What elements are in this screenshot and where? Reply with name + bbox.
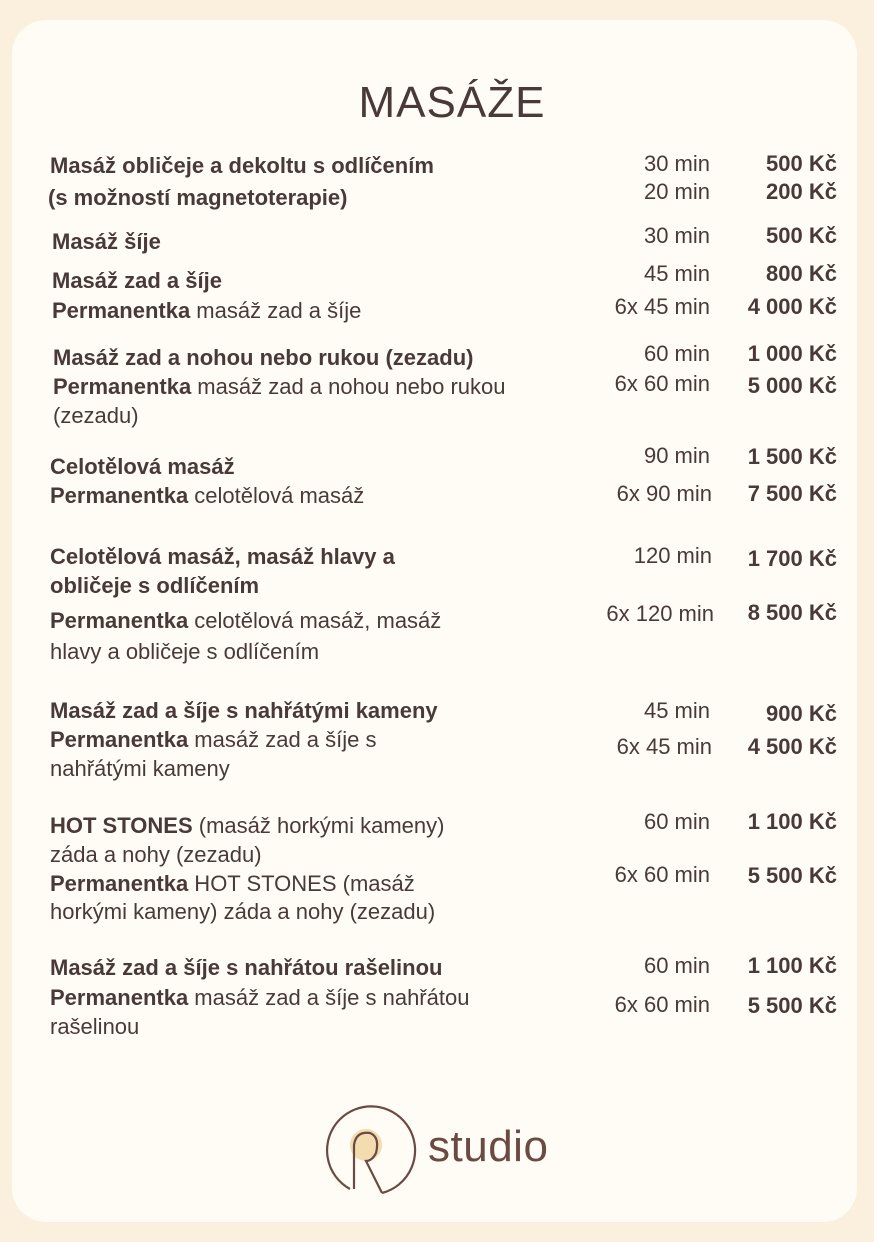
studio-logo bbox=[322, 1105, 422, 1197]
permanentka-text-line2: rašelinou bbox=[50, 1014, 140, 1039]
item-price: 1 700 Kč bbox=[747, 546, 837, 571]
page-title: MASÁŽE bbox=[358, 78, 546, 127]
permanentka-line bbox=[53, 373, 506, 401]
permanentka-line bbox=[50, 984, 469, 1012]
item-duration: 45 min bbox=[643, 261, 710, 286]
item-name: Masáž zad a šíje s nahřátou rašelinou bbox=[50, 955, 443, 980]
item-duration: 6x 60 min bbox=[614, 862, 710, 887]
permanentka-label: Permanentka bbox=[50, 871, 189, 896]
item-name-bold: HOT STONES bbox=[50, 813, 193, 838]
item-price: 5 500 Kč bbox=[747, 863, 837, 888]
permanentka-text: celotělová masáž, masáž bbox=[188, 608, 442, 633]
permanentka-text: masáž zad a šíje s bbox=[188, 727, 377, 752]
permanentka-label: Permanentka bbox=[52, 298, 191, 323]
item-price: 200 Kč bbox=[766, 179, 837, 204]
item-price: 900 Kč bbox=[766, 701, 837, 726]
item-name: Masáž zad a šíje s nahřátými kameny bbox=[50, 698, 438, 723]
item-duration: 20 min bbox=[643, 179, 710, 204]
permanentka-label: Permanentka bbox=[50, 727, 189, 752]
item-duration: 30 min bbox=[643, 151, 710, 176]
item-name: Masáž obličeje a dekoltu s odlíčením bbox=[50, 153, 434, 178]
item-name-line2: obličeje s odlíčením bbox=[50, 573, 260, 598]
item-price: 5 500 Kč bbox=[747, 993, 837, 1018]
permanentka-line bbox=[50, 870, 415, 898]
item-price: 1 000 Kč bbox=[747, 341, 837, 366]
item-name-rest: (masáž horkými kameny) bbox=[192, 813, 445, 838]
permanentka-line bbox=[50, 726, 377, 754]
item-price: 4 000 Kč bbox=[747, 294, 837, 319]
item-price: 1 100 Kč bbox=[747, 809, 837, 834]
permanentka-text: masáž zad a šíje bbox=[190, 298, 362, 323]
item-duration: 6x 90 min bbox=[616, 481, 712, 506]
item-duration: 6x 120 min bbox=[606, 601, 714, 626]
permanentka-text-line2: hlavy a obličeje s odlíčením bbox=[50, 639, 320, 664]
permanentka-text-line2: (zezadu) bbox=[53, 403, 139, 428]
item-name: Masáž šíje bbox=[52, 229, 161, 254]
item-name: Celotělová masáž, masáž hlavy a bbox=[50, 544, 395, 569]
item-duration: 6x 45 min bbox=[614, 294, 710, 319]
item-price: 500 Kč bbox=[766, 151, 837, 176]
item-name-line2: záda a nohy (zezadu) bbox=[50, 842, 262, 867]
permanentka-text: masáž zad a nohou nebo rukou bbox=[191, 374, 506, 399]
permanentka-label: Permanentka bbox=[50, 985, 189, 1010]
item-price: 8 500 Kč bbox=[747, 600, 837, 625]
item-duration: 6x 45 min bbox=[616, 734, 712, 759]
permanentka-text-line2: horkými kameny) záda a nohy (zezadu) bbox=[50, 899, 436, 924]
item-name: Celotělová masáž bbox=[50, 454, 235, 479]
permanentka-text: celotělová masáž bbox=[188, 483, 365, 508]
item-price: 5 000 Kč bbox=[747, 373, 837, 398]
permanentka-line bbox=[50, 607, 441, 635]
permanentka-text: HOT STONES (masáž bbox=[188, 871, 415, 896]
item-price: 800 Kč bbox=[766, 261, 837, 286]
permanentka-label: Permanentka bbox=[53, 374, 192, 399]
brand-name: studio bbox=[428, 1122, 549, 1171]
permanentka-line bbox=[50, 482, 364, 510]
item-price: 1 500 Kč bbox=[747, 444, 837, 469]
item-duration: 60 min bbox=[643, 341, 710, 366]
item-duration: 120 min bbox=[633, 543, 712, 568]
item-name bbox=[50, 812, 444, 840]
item-duration: 6x 60 min bbox=[614, 992, 710, 1017]
item-price: 1 100 Kč bbox=[747, 953, 837, 978]
permanentka-text-line2: nahřátými kameny bbox=[50, 756, 230, 781]
item-name-line2: (s možností magnetoterapie) bbox=[48, 185, 348, 210]
item-duration: 60 min bbox=[643, 953, 710, 978]
item-price: 500 Kč bbox=[766, 223, 837, 248]
item-duration: 90 min bbox=[643, 443, 710, 468]
permanentka-label: Permanentka bbox=[50, 483, 189, 508]
item-duration: 30 min bbox=[643, 223, 710, 248]
permanentka-text: masáž zad a šíje s nahřátou bbox=[188, 985, 470, 1010]
permanentka-line bbox=[52, 297, 361, 325]
permanentka-label: Permanentka bbox=[50, 608, 189, 633]
item-duration: 45 min bbox=[643, 698, 710, 723]
item-name: Masáž zad a nohou nebo rukou (zezadu) bbox=[53, 345, 474, 370]
item-duration: 6x 60 min bbox=[614, 371, 710, 396]
item-duration: 60 min bbox=[643, 809, 710, 834]
item-name: Masáž zad a šíje bbox=[52, 268, 222, 293]
item-price: 7 500 Kč bbox=[747, 481, 837, 506]
item-price: 4 500 Kč bbox=[747, 734, 837, 759]
